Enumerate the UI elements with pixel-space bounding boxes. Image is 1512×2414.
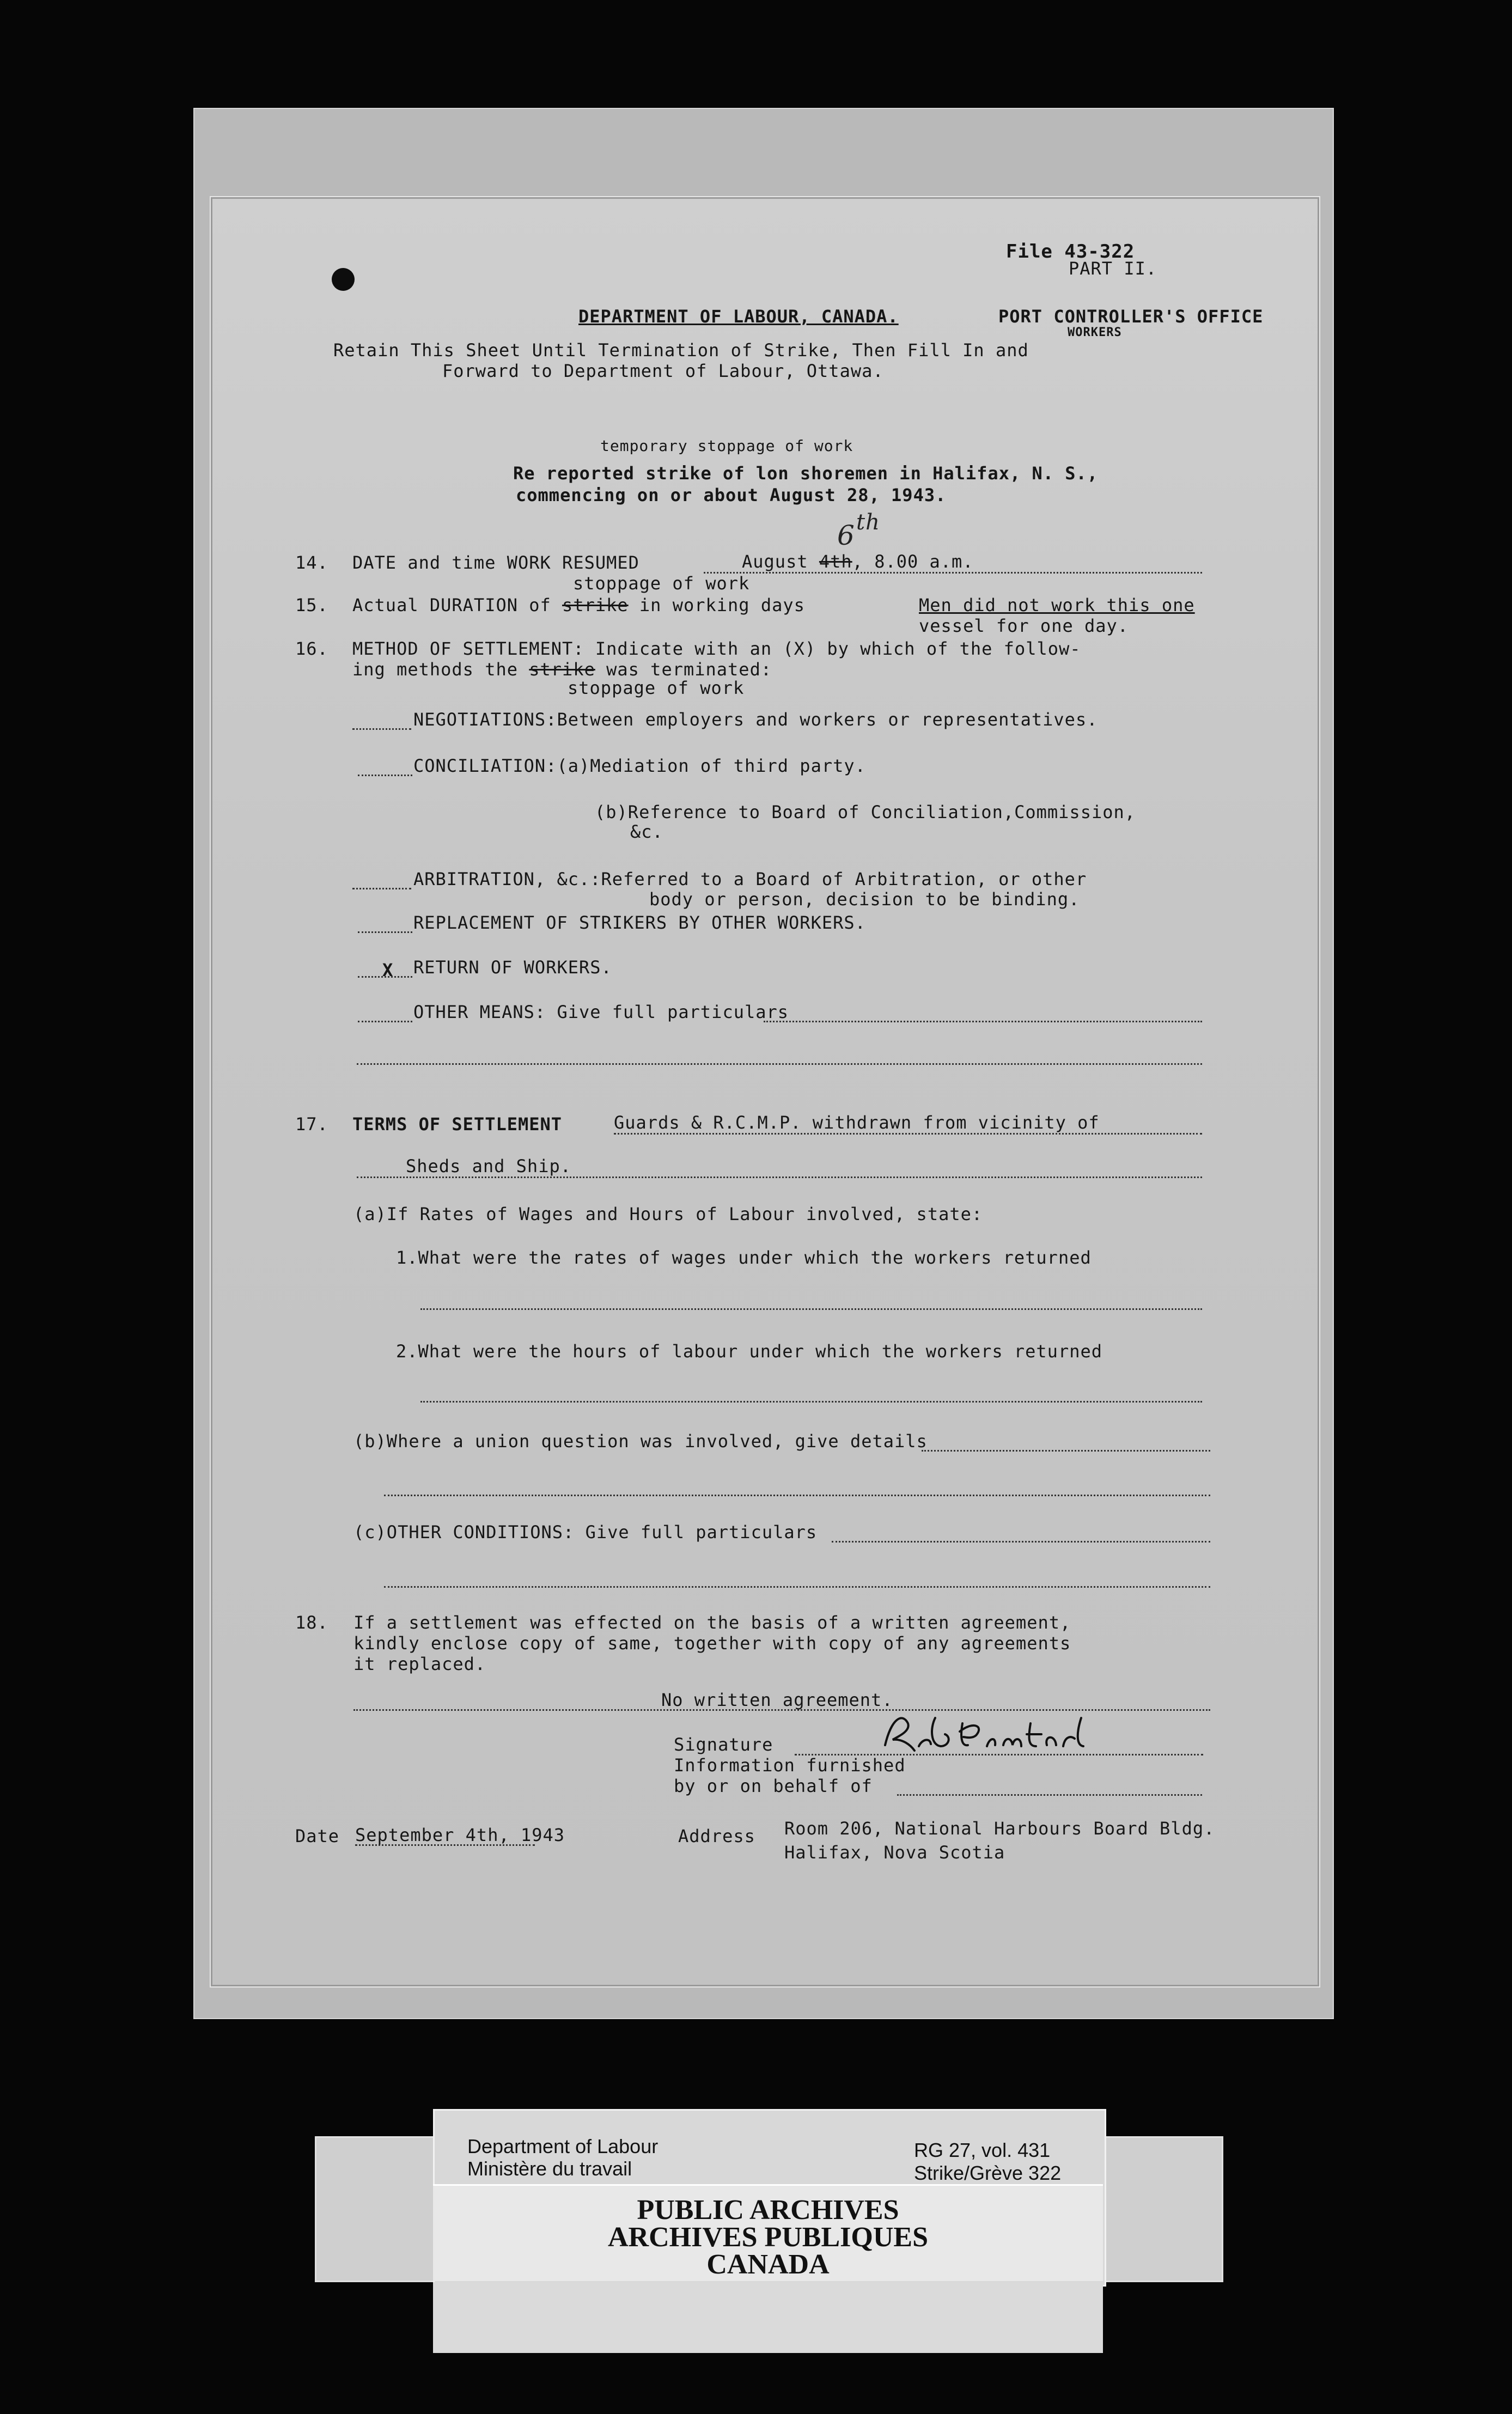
signature-value bbox=[881, 1707, 1088, 1756]
strike-report-form bbox=[210, 196, 1320, 1988]
info-furnished-line-1: Information furnished bbox=[674, 1755, 906, 1776]
return-checkbox bbox=[358, 960, 412, 978]
replacement-option: REPLACEMENT OF STRIKERS BY OTHER WORKERS. bbox=[413, 912, 866, 933]
info-furnished-field bbox=[897, 1778, 1202, 1796]
archive-stamp-left-tab bbox=[315, 2136, 438, 2282]
item-14-label: DATE and time WORK RESUMED bbox=[352, 552, 639, 573]
item-17-c-field-line-1 bbox=[832, 1525, 1210, 1543]
part-number: PART II. bbox=[1069, 258, 1157, 279]
department-title: DEPARTMENT OF LABOUR, CANADA. bbox=[578, 306, 899, 327]
instruction-line-1: Retain This Sheet Until Termination of Strike, Then Fill In and bbox=[333, 340, 1029, 361]
item-17-b: (b)Where a union question was involved, give details bbox=[353, 1431, 928, 1452]
stamp-dept-en: Department of Labour bbox=[467, 2135, 659, 2157]
item-16-line-2-struck: strike bbox=[529, 659, 595, 680]
item-15-insertion: stoppage of work bbox=[573, 573, 750, 594]
item-16-line-2-pre: ing methods the bbox=[352, 659, 518, 680]
archive-stamp-right-tab bbox=[1100, 2136, 1223, 2282]
return-checkbox-mark: X bbox=[382, 960, 394, 980]
item-15-value-line-1: Men did not work this one bbox=[919, 595, 1195, 615]
info-furnished-line-2: by or on behalf of bbox=[674, 1776, 873, 1796]
negotiations-option: NEGOTIATIONS:Between employers and workers or representatives. bbox=[413, 709, 1098, 730]
item-17-b-field-line-1 bbox=[922, 1434, 1210, 1452]
other-means-field-line-2 bbox=[357, 1047, 1202, 1065]
item-17-a2: 2.What were the hours of labour under which the workers returned bbox=[396, 1341, 1102, 1362]
item-17-a1-field bbox=[420, 1292, 1202, 1310]
other-means-checkbox-blank bbox=[358, 1004, 412, 1022]
arbitration-checkbox-blank bbox=[352, 871, 411, 889]
office-note: WORKERS bbox=[1068, 326, 1122, 339]
item-18-answer: No written agreement. bbox=[661, 1690, 893, 1710]
item-17-number: 17. bbox=[295, 1114, 328, 1135]
item-15-number: 15. bbox=[295, 595, 328, 615]
stamp-reference: RG 27, vol. 431 bbox=[914, 2139, 1051, 2161]
item-17-c-field-line-2 bbox=[384, 1570, 1210, 1588]
item-14-field bbox=[704, 551, 1202, 574]
conciliation-checkbox-blank bbox=[358, 758, 412, 776]
other-means-field-line-1 bbox=[764, 1004, 1202, 1022]
office-title: PORT CONTROLLER'S OFFICE bbox=[998, 306, 1264, 327]
address-label: Address bbox=[678, 1826, 755, 1846]
item-15-label-post: in working days bbox=[639, 595, 805, 615]
item-18-line-3: it replaced. bbox=[353, 1654, 486, 1674]
item-18-number: 18. bbox=[295, 1612, 328, 1633]
subject-line-2: commencing on or about August 28, 1943. bbox=[516, 485, 947, 505]
stamp-archives-line-1: PUBLIC ARCHIVES bbox=[637, 2194, 899, 2226]
item-17-b-field-line-2 bbox=[384, 1478, 1210, 1496]
item-17-value-line-2: Sheds and Ship. bbox=[406, 1156, 571, 1176]
item-17-a2-field bbox=[420, 1385, 1202, 1403]
conciliation-option-a: CONCILIATION:(a)Mediation of third party. bbox=[413, 755, 866, 776]
item-15-label-pre: Actual DURATION of bbox=[352, 595, 551, 615]
subject-line-1: Re reported strike of lon shoremen in Halifax, N. S., bbox=[513, 463, 1099, 484]
conciliation-option-b-line-2: &c. bbox=[630, 821, 663, 842]
item-14-value-rest: , 8.00 a.m. bbox=[852, 551, 974, 572]
item-16-line-1: METHOD OF SETTLEMENT: Indicate with an (X) by which of the follow- bbox=[352, 638, 1081, 659]
item-14-value: August bbox=[742, 551, 808, 572]
item-17-c: (c)OTHER CONDITIONS: Give full particulars bbox=[353, 1522, 818, 1543]
return-option: RETURN OF WORKERS. bbox=[413, 957, 612, 978]
item-15-label-struck: strike bbox=[562, 595, 629, 615]
arbitration-option-line-2: body or person, decision to be binding. bbox=[649, 889, 1080, 910]
address-line-2: Halifax, Nova Scotia bbox=[784, 1842, 1005, 1863]
item-14-value-struck: 4th bbox=[819, 551, 852, 572]
item-14-handwritten-suffix: th bbox=[856, 510, 880, 535]
conciliation-option-b-line-1: (b)Reference to Board of Conciliation,Commission, bbox=[595, 802, 1136, 822]
item-17-label: TERMS OF SETTLEMENT bbox=[352, 1114, 563, 1135]
stamp-archives-line-2: ARCHIVES PUBLIQUES bbox=[607, 2222, 929, 2253]
negotiations-checkbox-blank bbox=[352, 712, 411, 730]
item-14-handwritten: 6 bbox=[837, 520, 855, 551]
signature-label: Signature bbox=[674, 1734, 773, 1755]
subject-insertion: temporary stoppage of work bbox=[600, 437, 853, 455]
date-value: September 4th, 1943 bbox=[355, 1825, 565, 1845]
stamp-strike-number: Strike/Grève 322 bbox=[914, 2162, 1062, 2184]
instruction-line-2: Forward to Department of Labour, Ottawa. bbox=[442, 361, 884, 381]
other-means-option: OTHER MEANS: Give full particulars bbox=[413, 1002, 789, 1022]
item-17-value-line-1: Guards & R.C.M.P. withdrawn from vicinity of bbox=[614, 1112, 1100, 1133]
file-number: File 43-322 bbox=[1006, 241, 1135, 263]
item-15-value-line-2: vessel for one day. bbox=[919, 615, 1129, 636]
item-17-field-line-2 bbox=[357, 1156, 1202, 1178]
item-14-number: 14. bbox=[295, 552, 328, 573]
item-17-field-line-1 bbox=[614, 1112, 1202, 1135]
item-16-line-2 bbox=[352, 659, 772, 680]
archive-stamp-band bbox=[433, 2184, 1103, 2281]
address-line-1: Room 206, National Harbours Board Bldg. bbox=[784, 1818, 1215, 1839]
stamp-archives-line-3: CANADA bbox=[706, 2249, 830, 2280]
item-18-line-1: If a settlement was effected on the basis of a written agreement, bbox=[353, 1612, 1071, 1633]
punch-hole bbox=[332, 268, 355, 291]
date-label: Date bbox=[295, 1826, 340, 1846]
item-17-a1: 1.What were the rates of wages under which the workers returned bbox=[396, 1247, 1092, 1268]
item-16-number: 16. bbox=[295, 638, 328, 659]
item-18-line-2: kindly enclose copy of same, together with copy of any agreements bbox=[353, 1633, 1071, 1654]
arbitration-option-line-1: ARBITRATION, &c.:Referred to a Board of Arbitration, or other bbox=[413, 869, 1087, 889]
stamp-dept-fr: Ministère du travail bbox=[467, 2157, 632, 2180]
item-16-insertion: stoppage of work bbox=[568, 678, 745, 698]
item-15-label bbox=[352, 595, 805, 615]
date-field bbox=[355, 1825, 565, 1846]
item-17-a: (a)If Rates of Wages and Hours of Labour involved, state: bbox=[353, 1204, 983, 1224]
item-16-line-2-post: was terminated: bbox=[606, 659, 772, 680]
replacement-checkbox-blank bbox=[358, 915, 412, 933]
archive-stamp-foot bbox=[433, 2282, 1103, 2353]
